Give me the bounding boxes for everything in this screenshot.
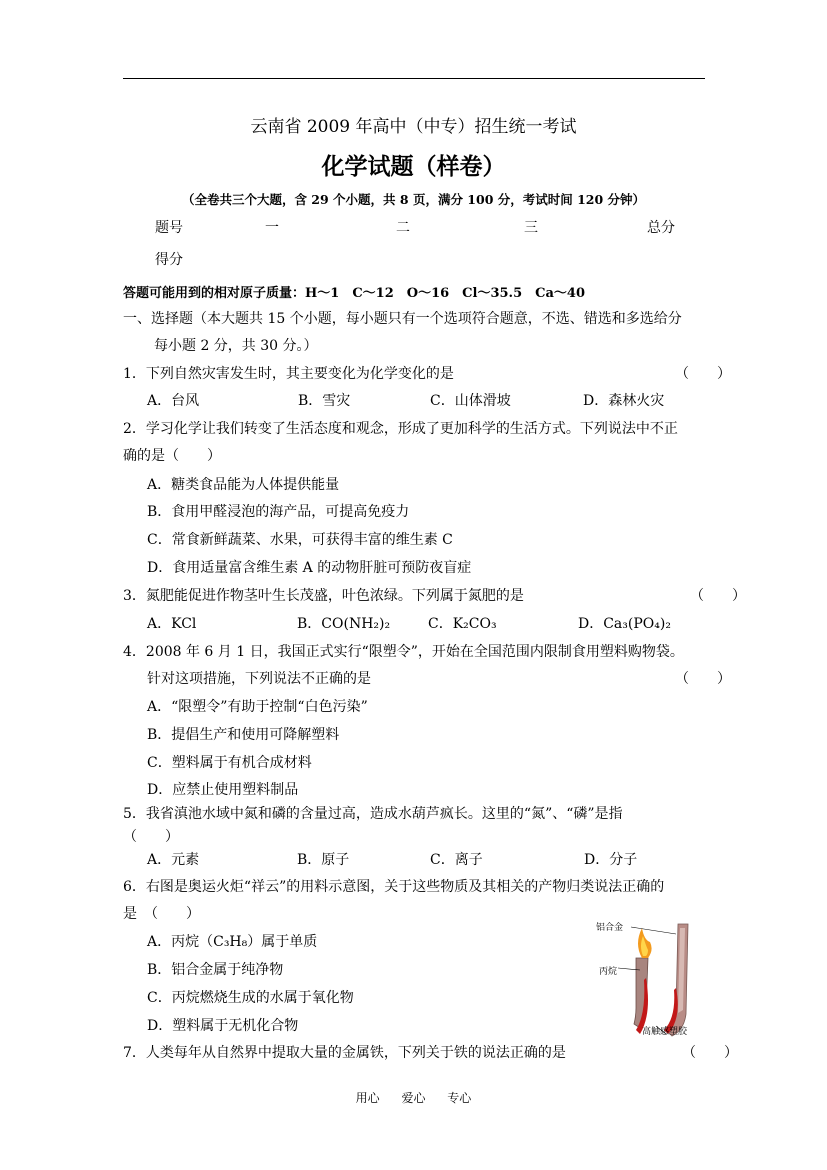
q1-option-a: A．台风 [147,393,200,409]
section1-line2: 每小题 2 分，共 30 分。） [154,338,318,354]
q6-option-d: D．塑料属于无机化合物 [147,1018,299,1034]
q4-answer-paren: （ ） [675,671,731,687]
q1-option-d: D．森林火灾 [583,393,665,409]
label-aluminum-alloy: 铝合金 [596,923,624,933]
score-header-total: 总分 [647,220,675,236]
q2-option-b: B．食用甲醛浸泡的海产品，可提高免疫力 [147,504,410,520]
q1-answer-paren: （ ） [675,366,731,382]
q3-option-d: D．Ca₃(PO₄)₂ [578,616,671,632]
q6-option-a: A．丙烷（C₃H₈）属于单质 [147,934,318,950]
q6-option-b: B．铝合金属于纯净物 [147,962,284,978]
atomic-mass-text: 答题可能用到的相对原子质量：H～1 C～12 O～16 Cl～35.5 Ca～40 [123,286,585,301]
subject-title: 化学试题（样卷） [321,153,506,180]
q7-answer-paren: （ ） [682,1045,738,1061]
q5-stem-line2: （ ） [123,829,179,845]
q3-option-c: C．K₂CO₃ [428,616,497,632]
q5-option-a: A．元素 [147,852,200,868]
q6-stem-line2: 是 （ ） [123,906,200,922]
q3-option-b: B．CO(NH₂)₂ [297,616,391,632]
q3-stem: 3．氮肥能促进作物茎叶生长茂盛，叶色浓绿。下列属于氮肥的是 [123,588,524,604]
q3-option-a: A．KCl [147,616,197,632]
section1-line1: 一、选择题（本大题共 15 个小题，每小题只有一个选项符合题意，不选、错选和多选给分 [123,311,682,327]
q5-stem-line1: 5．我省滇池水域中氮和磷的含量过高，造成水葫芦疯长。这里的“氮”、“磷”是指 [123,806,623,822]
exam-title: 云南省 2009 年高中（中专）招生统一考试 [250,117,577,137]
q5-option-c: C．离子 [430,852,483,868]
q7-stem: 7．人类每年从自然界中提取大量的金属铁，下列关于铁的说法正确的是 [123,1045,566,1061]
exam-note: （全卷共三个大题，含 29 个小题，共 8 页，满分 100 分，考试时间 120 分钟） [181,192,646,207]
score-row-label: 得分 [155,252,183,268]
q2-option-d: D．食用适量富含维生素 A 的动物肝脏可预防夜盲症 [147,560,472,576]
header-rule [123,78,705,79]
torch-diagram [596,918,716,1044]
q5-option-b: B．原子 [297,852,350,868]
score-header-3: 三 [524,220,538,236]
q4-stem-line1: 4．2008 年 6 月 1 日，我国正式实行“限塑令”，开始在全国范围内限制食用塑料购物袋。 [123,644,684,660]
q4-option-c: C．塑料属于有机合成材料 [147,755,312,771]
q3-answer-paren: （ ） [690,588,746,604]
q1-stem: 1．下列自然灾害发生时，其主要变化为化学变化的是 [123,366,454,382]
q1-option-c: C．山体滑坡 [430,393,511,409]
score-header-label: 题号 [155,220,183,236]
page-footer: 用心 爱心 专心 [355,1091,472,1105]
q2-option-a: A．糖类食品能为人体提供能量 [147,477,340,493]
label-plastic: 高触感塑胶 [642,1027,688,1037]
q1-option-b: B．雪灾 [298,393,351,409]
q4-option-b: B．提倡生产和使用可降解塑料 [147,727,340,743]
atomic-mass-line [123,282,585,301]
q2-option-c: C．常食新鲜蔬菜、水果，可获得丰富的维生素 C [147,532,453,548]
q5-option-d: D．分子 [584,852,638,868]
q4-option-d: D．应禁止使用塑料制品 [147,782,299,798]
score-header-1: 一 [265,220,279,236]
q6-stem-line1: 6．右图是奥运火炬“祥云”的用料示意图，关于这些物质及其相关的产物归类说法正确的 [123,879,665,895]
q4-option-a: A．“限塑令”有助于控制“白色污染” [147,699,368,715]
label-propane: 丙烷 [599,967,618,977]
q6-option-c: C．丙烷燃烧生成的水属于氧化物 [147,990,354,1006]
q2-stem-line1: 2．学习化学让我们转变了生活态度和观念，形成了更加科学的生活方式。下列说法中不正 [123,421,678,437]
q2-stem-line2: 确的是（ ） [123,448,221,464]
score-header-2: 二 [396,220,410,236]
q4-stem-line2: 针对这项措施，下列说法不正确的是 [147,671,371,687]
